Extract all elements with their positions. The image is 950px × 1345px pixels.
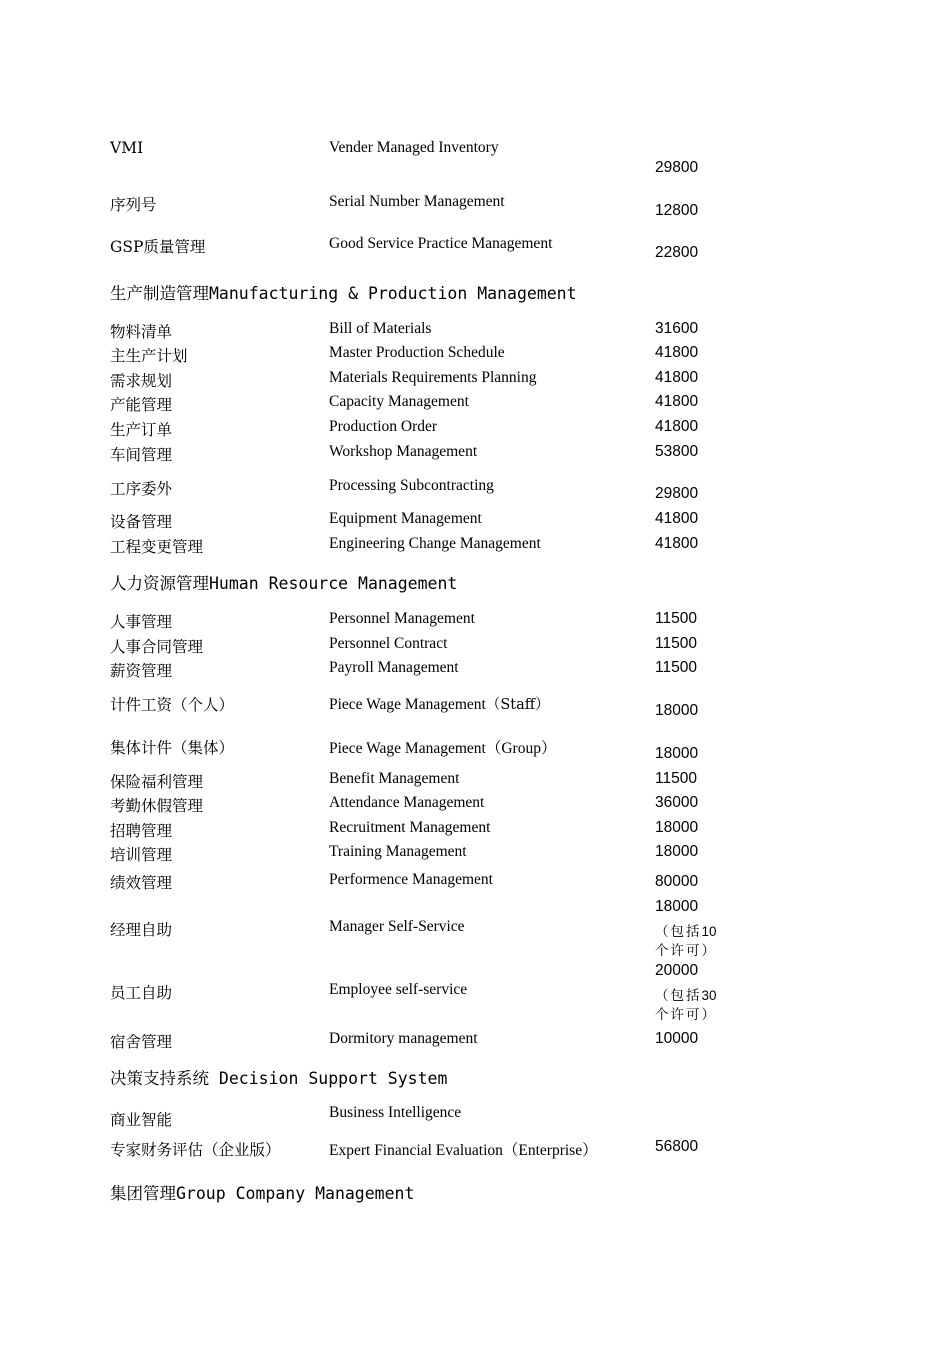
module-name-en: Benefit Management	[329, 770, 460, 787]
module-name-en: Serial Number Management	[329, 193, 505, 210]
module-name-cn: 人事管理	[110, 613, 173, 631]
module-price: 22800	[655, 244, 699, 261]
section-heading: 生产制造管理Manufacturing & Production Management	[110, 284, 577, 303]
module-price: 56800	[655, 1138, 699, 1155]
module-price: 18000	[655, 819, 699, 836]
module-name-cn: 保险福利管理	[110, 773, 204, 791]
module-name-cn: 物料清单	[110, 323, 173, 341]
module-name-cn: 序列号	[110, 196, 157, 214]
module-name-cn: 人事合同管理	[110, 638, 204, 656]
module-name-cn: 宿舍管理	[110, 1033, 173, 1051]
module-name-en: Equipment Management	[329, 510, 482, 527]
module-price: 36000	[655, 794, 699, 811]
module-price: 41800	[655, 369, 699, 386]
module-name-cn: 计件工资（个人）	[110, 696, 235, 714]
module-price: 41800	[655, 393, 699, 410]
module-name-en: Master Production Schedule	[329, 344, 505, 361]
module-name-en: Processing Subcontracting	[329, 477, 494, 494]
module-name-cn: 绩效管理	[110, 874, 173, 892]
module-name-en: Recruitment Management	[329, 819, 491, 836]
module-price: 11500	[655, 635, 697, 652]
module-name-cn: 培训管理	[110, 846, 173, 864]
module-name-en: Production Order	[329, 418, 438, 435]
module-name-en	[329, 693, 550, 714]
module-name-en: Piece Wage Management（Group）	[329, 740, 557, 757]
module-name-cn: GSP质量管理	[110, 238, 206, 256]
module-name-en-main: Piece Wage Management	[329, 696, 486, 713]
module-name-en: Vender Managed Inventory	[329, 139, 499, 156]
module-name-cn: 产能管理	[110, 396, 173, 414]
module-name-cn: 员工自助	[110, 984, 173, 1002]
module-name-cn: 薪资管理	[110, 662, 173, 680]
module-name-cn: 工序委外	[110, 480, 173, 498]
module-price: 18000	[655, 745, 699, 762]
module-price: 11500	[655, 770, 697, 787]
license-note: （包括10个许可）	[655, 924, 717, 959]
module-name-en: Expert Financial Evaluation（Enterprise）	[329, 1142, 598, 1159]
module-name-en: Performence Management	[329, 871, 493, 888]
module-price: 41800	[655, 510, 699, 527]
module-name-cn: 考勤休假管理	[110, 797, 204, 815]
module-name-cn: 商业智能	[110, 1111, 173, 1129]
module-price: 31600	[655, 320, 699, 337]
module-name-en: Business Intelligence	[329, 1104, 462, 1121]
module-name-cn: 专家财务评估（企业版）	[110, 1141, 281, 1159]
module-price: 20000	[655, 962, 699, 979]
module-name-cn: 设备管理	[110, 513, 173, 531]
module-name-en: Payroll Management	[329, 659, 459, 676]
module-price: 41800	[655, 344, 699, 361]
module-name-en: Workshop Management	[329, 443, 478, 460]
module-price: 18000	[655, 702, 699, 719]
module-name-cn: 生产订单	[110, 421, 173, 439]
module-name-en-suffix: （Staff）	[485, 697, 550, 713]
module-price: 18000	[655, 898, 699, 915]
module-price: 80000	[655, 873, 699, 890]
module-name-en: Manager Self-Service	[329, 918, 465, 935]
module-price: 29800	[655, 485, 699, 502]
module-price: 29800	[655, 159, 699, 176]
module-price: 41800	[655, 418, 699, 435]
module-name-en: Personnel Management	[329, 610, 475, 627]
module-name-cn: VMI	[110, 139, 144, 157]
section-heading: 集团管理Group Company Management	[110, 1184, 415, 1203]
module-name-en: Capacity Management	[329, 393, 469, 410]
module-price: 18000	[655, 843, 699, 860]
module-price: 12800	[655, 202, 699, 219]
section-heading: 决策支持系统 Decision Support System	[110, 1069, 448, 1088]
module-name-en: Attendance Management	[329, 794, 485, 811]
module-name-cn: 集体计件（集体）	[110, 739, 235, 757]
module-name-en: Employee self-service	[329, 981, 468, 998]
module-name-cn: 经理自助	[110, 921, 173, 939]
module-name-en: Good Service Practice Management	[329, 235, 553, 252]
module-price: 10000	[655, 1030, 699, 1047]
module-name-cn: 工程变更管理	[110, 538, 204, 556]
module-name-en: Materials Requirements Planning	[329, 369, 537, 386]
module-name-cn: 需求规划	[110, 372, 173, 390]
module-name-cn: 车间管理	[110, 446, 173, 464]
module-price: 11500	[655, 610, 697, 627]
module-name-en: Engineering Change Management	[329, 535, 541, 552]
module-price: 41800	[655, 535, 699, 552]
module-name-en: Personnel Contract	[329, 635, 448, 652]
license-note: （包括30个许可）	[655, 988, 717, 1023]
module-name-cn: 主生产计划	[110, 347, 188, 365]
module-name-cn: 招聘管理	[110, 822, 173, 840]
section-heading: 人力资源管理Human Resource Management	[110, 574, 458, 593]
module-name-en: Training Management	[329, 843, 467, 860]
module-name-en: Bill of Materials	[329, 320, 432, 337]
module-price: 53800	[655, 443, 699, 460]
module-price: 11500	[655, 659, 697, 676]
module-name-en: Dormitory management	[329, 1030, 478, 1047]
